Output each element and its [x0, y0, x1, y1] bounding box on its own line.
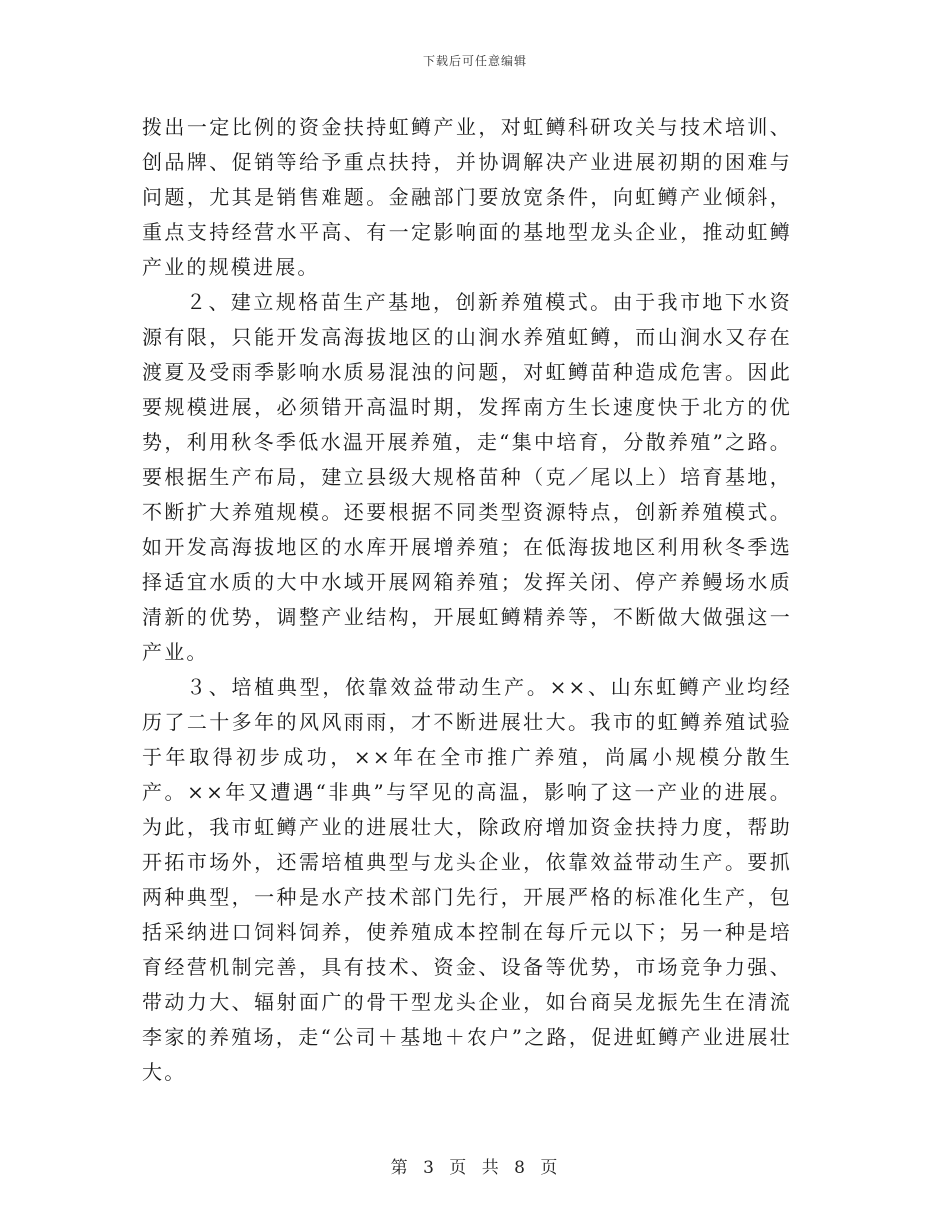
page-header: 下载后可任意编辑: [422, 54, 527, 68]
paragraph-item-3: ３、培植典型，依靠效益带动生产。××、山东虹鳟产业均经历了二十多年的风风雨雨，才不断进展壮大。我市的虹鳟养殖试验于年取得初步成功，××年在全市推广养殖，尚属小规模分散生产。××年又遭遇“非典”与罕见的高温，影响了这一产业的进展。为此，我市虹鳟产业的进展壮大，除政府增加资金扶持力度，帮助开拓市场外，还需培植典型与龙头企业，依靠效益带动生产。要抓两种典型，一种是水产技术部门先行，开展严格的标准化生产，包括采纳进口饲料饲养，使养殖成本控制在每斤元以下；另一种是培育经营机制完善，具有技术、资金、设备等优势，市场竞争力强、带动力大、辐射面广的骨干型龙头企业，如台商吴龙振先生在清流李家的养殖场，走“公司＋基地＋农户”之路，促进虹鳟产业进展壮大。: [142, 675, 792, 1084]
page-number-footer: 第 3 页 共 8 页: [390, 1158, 560, 1178]
paragraph-item-2: ２、建立规格苗生产基地，创新养殖模式。由于我市地下水资源有限，只能开发高海拔地区的山涧水养殖虹鳟，而山涧水又存在渡夏及受雨季影响水质易混浊的问题，对虹鳟苗种造成危害。因此要规模进展，必须错开高温时期，发挥南方生长速度快于北方的优势，利用秋冬季低水温开展养殖，走“集中培育，分散养殖”之路。要根据生产布局，建立县级大规格苗种（克／尾以上）培育基地，不断扩大养殖规模。还要根据不同类型资源特点，创新养殖模式。如开发高海拔地区的水库开展增养殖；在低海拔地区利用秋冬季选择适宜水质的大中水域开展网箱养殖；发挥关闭、停产养鳗场水质清新的优势，调整产业结构，开展虹鳟精养等，不断做大做强这一产业。: [142, 290, 792, 664]
paragraph-continued: 拨出一定比例的资金扶持虹鳟产业，对虹鳟科研攻关与技术培训、创品牌、促销等给予重点扶持，并协调解决产业进展初期的困难与问题，尤其是销售难题。金融部门要放宽条件，向虹鳟产业倾斜，重点支持经营水平高、有一定影响面的基地型龙头企业，推动虹鳟产业的规模进展。: [142, 115, 792, 279]
document-body: [142, 110, 792, 1090]
